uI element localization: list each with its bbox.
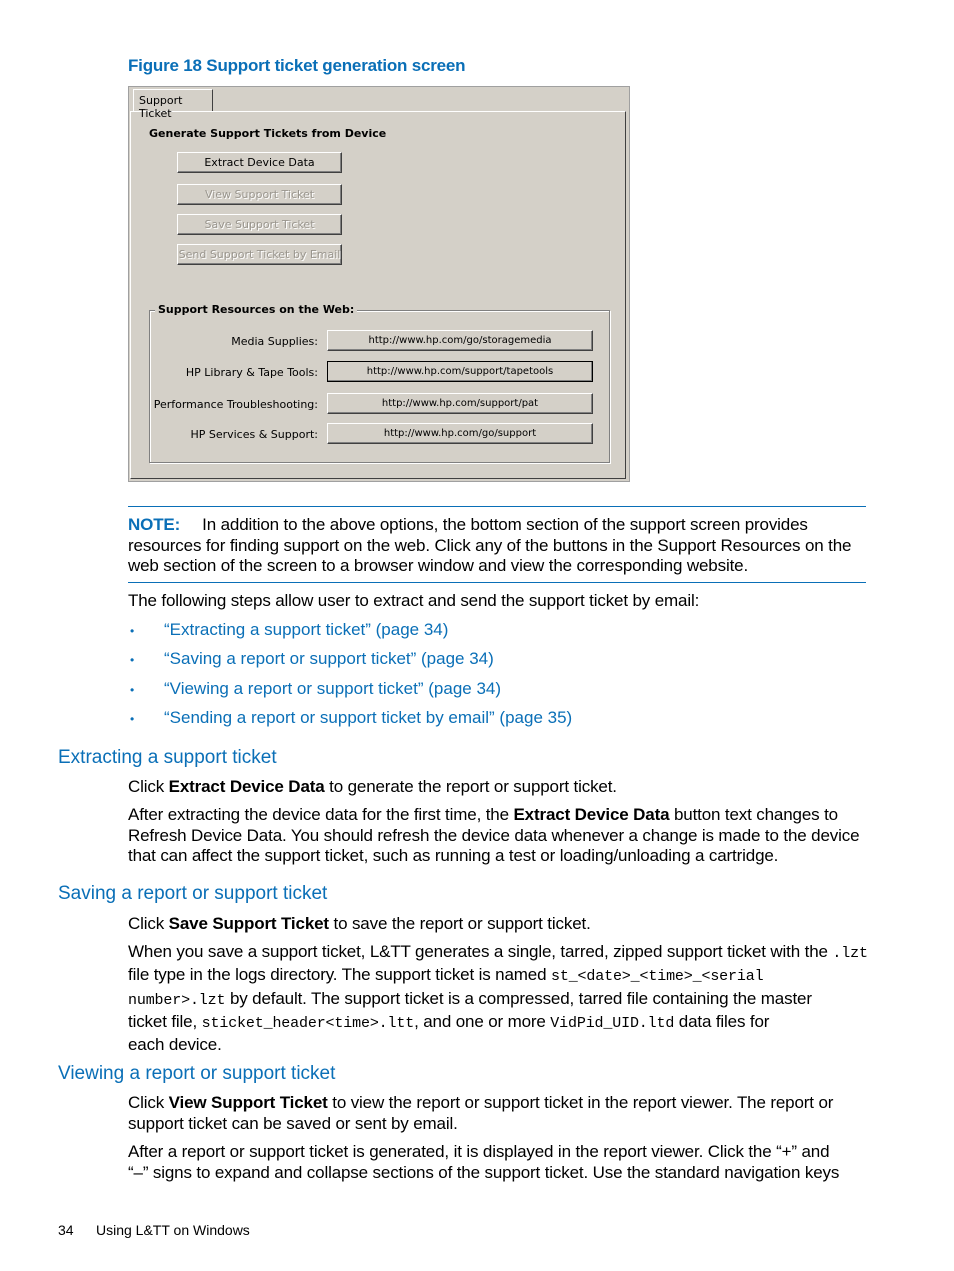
line (128, 988, 873, 1011)
text: data files for (674, 1011, 770, 1031)
save-paragraph-1 (128, 914, 873, 935)
page-number: 34 (58, 1222, 74, 1238)
library-tape-tools-label: HP Library & Tape Tools: (185, 366, 318, 379)
line: each device. (128, 1035, 222, 1055)
text: , and one or more (414, 1011, 551, 1031)
line (128, 1011, 873, 1034)
heading-saving: Saving a report or support ticket (58, 883, 328, 904)
link-extracting[interactable]: “Extracting a support ticket” (page 34) (164, 620, 449, 639)
note-line-1 (128, 515, 868, 536)
code: .lzt (832, 945, 868, 962)
note-top-rule (128, 506, 866, 507)
support-ticket-dialog-screenshot (128, 86, 630, 482)
extract-device-data-button[interactable]: Extract Device Data (177, 152, 342, 173)
note-line-2: resources for finding support on the web. Click any of the buttons in the Support Resources on the (128, 535, 852, 555)
line: “–” signs to expand and collapse sections of the support ticket. Use the standard navigation keys (128, 1162, 840, 1182)
link-viewing[interactable]: “Viewing a report or support ticket” (page 34) (164, 679, 502, 698)
extract-paragraph-2 (128, 805, 873, 867)
generate-section-title: Generate Support Tickets from Device (149, 127, 387, 140)
line (128, 1093, 873, 1114)
text: to view the report or support ticket in the report viewer. The report or (327, 1093, 834, 1112)
tab-support-ticket[interactable]: Support Ticket (133, 89, 213, 111)
services-support-label: HP Services & Support: (190, 428, 318, 441)
line: support ticket can be saved or sent by email. (128, 1113, 458, 1133)
send-support-ticket-email-button[interactable]: Send Support Ticket by Email (177, 244, 342, 265)
support-resources-title: Support Resources on the Web: (155, 303, 357, 316)
text: button text changes to (669, 805, 838, 824)
line (128, 941, 873, 964)
link-saving[interactable]: “Saving a report or support ticket” (page 34) (164, 649, 494, 668)
link-sending[interactable]: “Sending a report or support ticket by email” (page 35) (164, 708, 573, 727)
heading-extracting: Extracting a support ticket (58, 747, 277, 768)
text: to save the report or support ticket. (328, 914, 591, 933)
code: sticket_header<time>.ltt (201, 1014, 415, 1032)
figure-caption: Figure 18 Support ticket generation screen (128, 56, 466, 75)
text: file type in the logs directory. The support ticket is named (128, 965, 551, 985)
text: Click (128, 1093, 169, 1112)
line (128, 964, 873, 987)
line: Refresh Device Data. You should refresh the device data whenever a change is made to the device (128, 825, 860, 845)
line: that can affect the support ticket, such as running a test or loading/unloading a cartridge. (128, 846, 779, 865)
note-line-3: web section of the screen to a browser window and view the corresponding website. (128, 556, 749, 575)
bullet: • (130, 712, 135, 726)
extract-paragraph-1 (128, 777, 873, 798)
ui-term: Save Support Ticket (168, 914, 329, 933)
ui-term: View Support Ticket (168, 1093, 328, 1112)
note-text-1: In addition to the above options, the bottom section of the support screen provides (202, 515, 808, 534)
view-paragraph-1 (128, 1093, 873, 1134)
save-paragraph-2 (128, 941, 873, 1055)
text: by default. The support ticket is a compressed, tarred file containing the master (225, 988, 812, 1008)
footer-title: Using L&TT on Windows (96, 1222, 250, 1238)
library-tape-tools-link-button[interactable]: http://www.hp.com/support/tapetools (327, 361, 593, 382)
bullet: • (130, 653, 135, 667)
note-bottom-rule (128, 582, 866, 583)
ui-term: Extract Device Data (513, 805, 670, 824)
note-block (128, 515, 868, 577)
performance-troubleshooting-label: Performance Troubleshooting: (153, 398, 318, 411)
heading-viewing: Viewing a report or support ticket (58, 1063, 336, 1084)
view-paragraph-2 (128, 1142, 873, 1183)
code: number>.lzt (128, 991, 226, 1009)
intro-text: The following steps allow user to extract and send the support ticket by email: (128, 591, 700, 610)
line: After a report or support ticket is generated, it is displayed in the report viewer. Click the “+” and (128, 1142, 830, 1161)
text: When you save a support ticket, L&TT generates a single, tarred, zipped support ticket with the (128, 942, 833, 961)
code: VidPid_UID.ltd (550, 1014, 675, 1032)
text: Click (128, 777, 169, 796)
text: to generate the report or support ticket. (324, 777, 617, 796)
ui-term: Extract Device Data (168, 777, 325, 796)
media-supplies-link-button[interactable]: http://www.hp.com/go/storagemedia (327, 330, 593, 351)
view-support-ticket-button[interactable]: View Support Ticket (177, 184, 342, 205)
text: After extracting the device data for the first time, the (128, 805, 514, 824)
media-supplies-label: Media Supplies: (231, 335, 318, 348)
code: st_<date>_<time>_<serial (551, 968, 764, 986)
text: Click (128, 914, 169, 933)
note-label: NOTE: (128, 515, 181, 534)
performance-troubleshooting-link-button[interactable]: http://www.hp.com/support/pat (327, 393, 593, 414)
services-support-link-button[interactable]: http://www.hp.com/go/support (327, 423, 593, 444)
bullet: • (130, 624, 135, 638)
save-support-ticket-button[interactable]: Save Support Ticket (177, 214, 342, 235)
text: ticket file, (128, 1011, 202, 1031)
bullet: • (130, 683, 135, 697)
line (128, 805, 873, 826)
